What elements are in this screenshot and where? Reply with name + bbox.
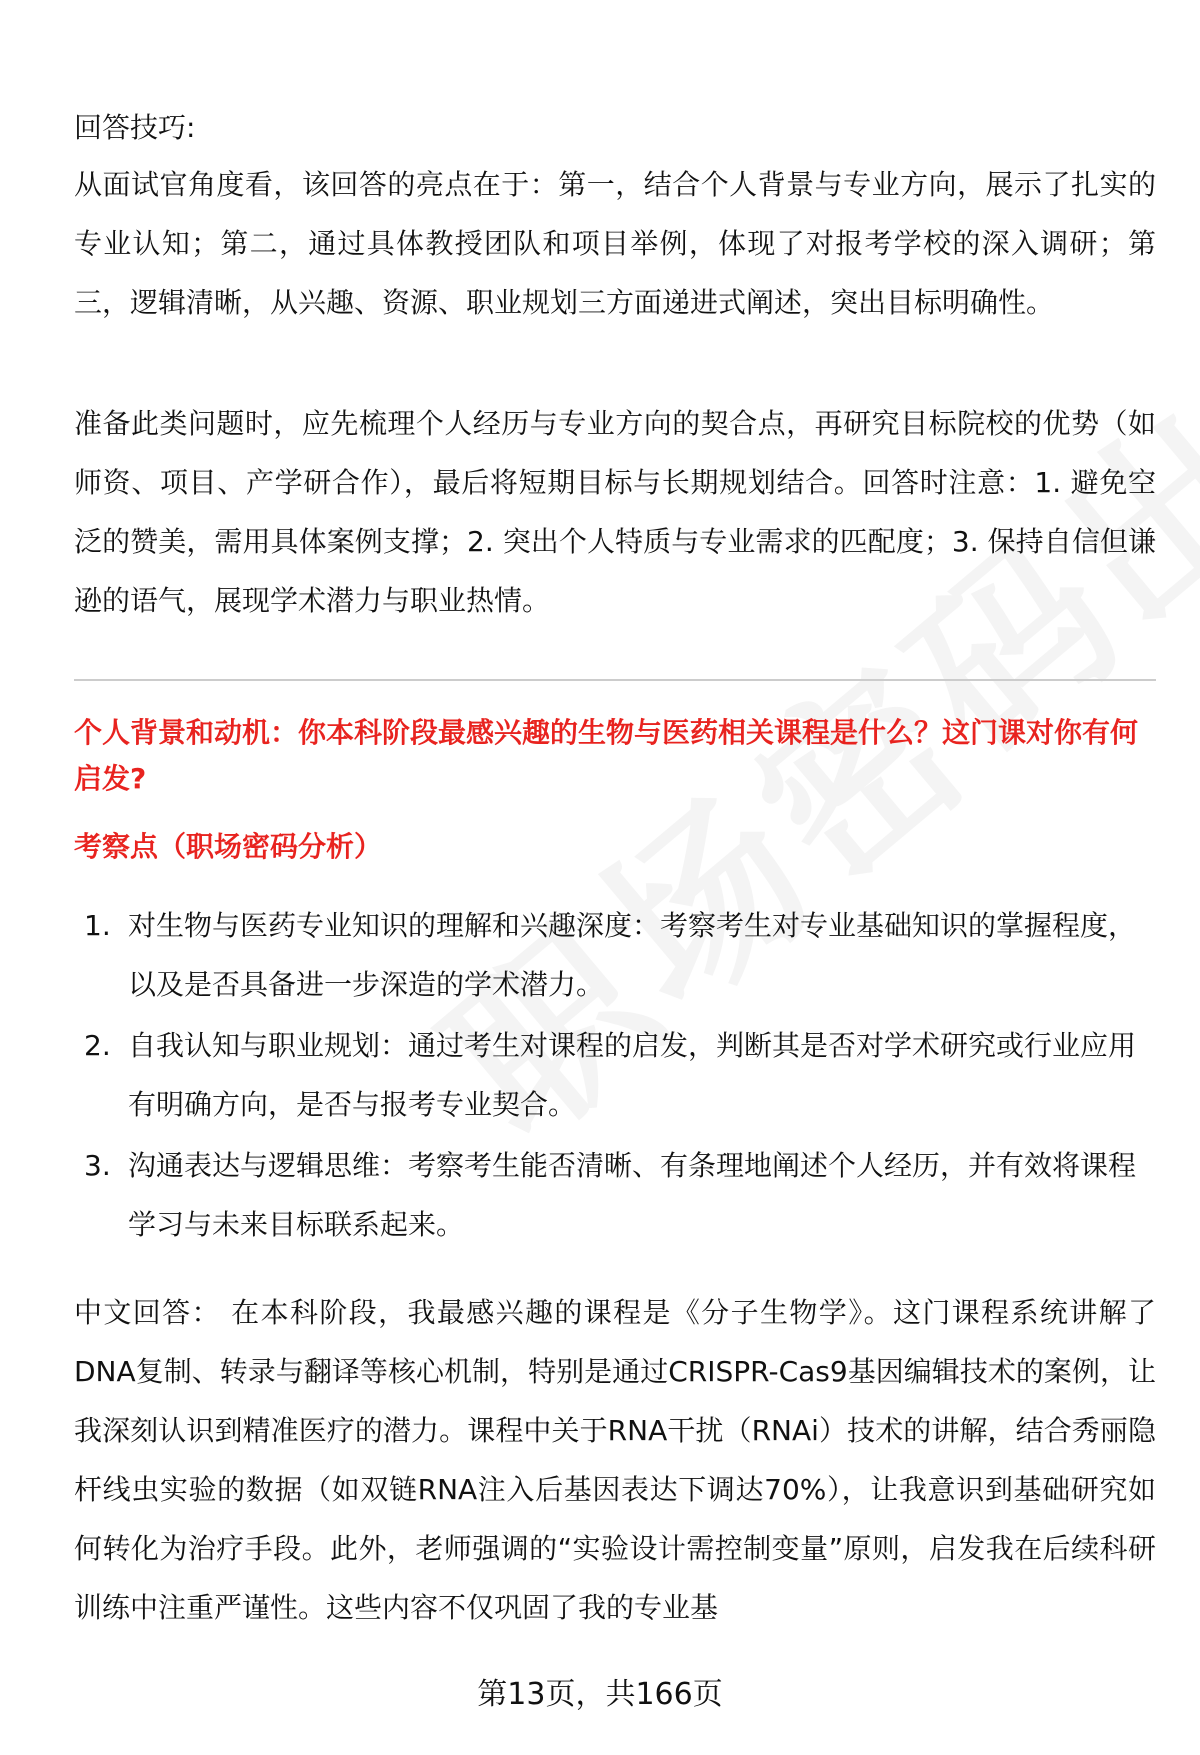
- list-item-number: 1.: [84, 909, 111, 942]
- tips-analysis: 从面试官角度看，该回答的亮点在于：第一，结合个人背景与专业方向，展示了扎实的专业认知；第二，通过具体教授团队和项目举例，体现了对报考学校的深入调研；第三，逻辑清晰，从兴趣、资源、职业规划三方面递进式阐述，突出目标明确性。: [74, 168, 1156, 319]
- list-item-number: 3.: [84, 1149, 111, 1182]
- page-number-footer: 第13页，共166页: [477, 1677, 723, 1712]
- list-item: [74, 1136, 1156, 1254]
- answer-paragraph: 中文回答： 在本科阶段，我最感兴趣的课程是《分子生物学》。这门课程系统讲解了DNA复制、转录与翻译等核心机制，特别是通过CRISPR-Cas9基因编辑技术的案例，让我深刻认识到精准医疗的潜力。课程中关于RNA干扰（RNAi）技术的讲解，结合秀丽隐杆线虫实验的数据（如双链RNA注入后基因表达下调达70%），让我意识到基础研究如何转化为治疗手段。此外，老师强调的“实验设计需控制变量”原则，启发我在后续科研训练中注重严谨性。这些内容不仅巩固了我的专业基: [74, 1296, 1156, 1624]
- tips-preparation: 准备此类问题时，应先梳理个人经历与专业方向的契合点，再研究目标院校的优势（如师资、项目、产学研合作），最后将短期目标与长期规划结合。回答时注意：1. 避免空泛的赞美，需用具体案例支撑；2. 突出个人特质与专业需求的匹配度；3. 保持自信但谦逊的语气，展现学术潜力与职业热情。: [74, 407, 1156, 617]
- list-item-text: 自我认知与职业规划：通过考生对课程的启发，判断其是否对学术研究或行业应用有明确方向，是否与报考专业契合。: [128, 1029, 1137, 1121]
- list-item-text: 沟通表达与逻辑思维：考察考生能否清晰、有条理地阐述个人经历，并有效将课程学习与未来目标联系起来。: [128, 1149, 1137, 1241]
- section-divider: [74, 679, 1156, 681]
- list-item: [74, 896, 1156, 1014]
- list-item: [74, 1016, 1156, 1134]
- list-item-number: 2.: [84, 1029, 111, 1062]
- question-heading: 个人背景和动机：你本科阶段最感兴趣的生物与医药相关课程是什么？这门课对你有何启发?: [74, 716, 1139, 795]
- assessment-subheading: 考察点（职场密码分析）: [74, 830, 383, 863]
- tips-heading: 回答技巧:: [74, 111, 196, 144]
- list-item-text: 对生物与医药专业知识的理解和兴趣深度：考察考生对专业基础知识的掌握程度，以及是否具备进一步深造的学术潜力。: [128, 909, 1137, 1001]
- assessment-points-list: [74, 896, 1156, 1256]
